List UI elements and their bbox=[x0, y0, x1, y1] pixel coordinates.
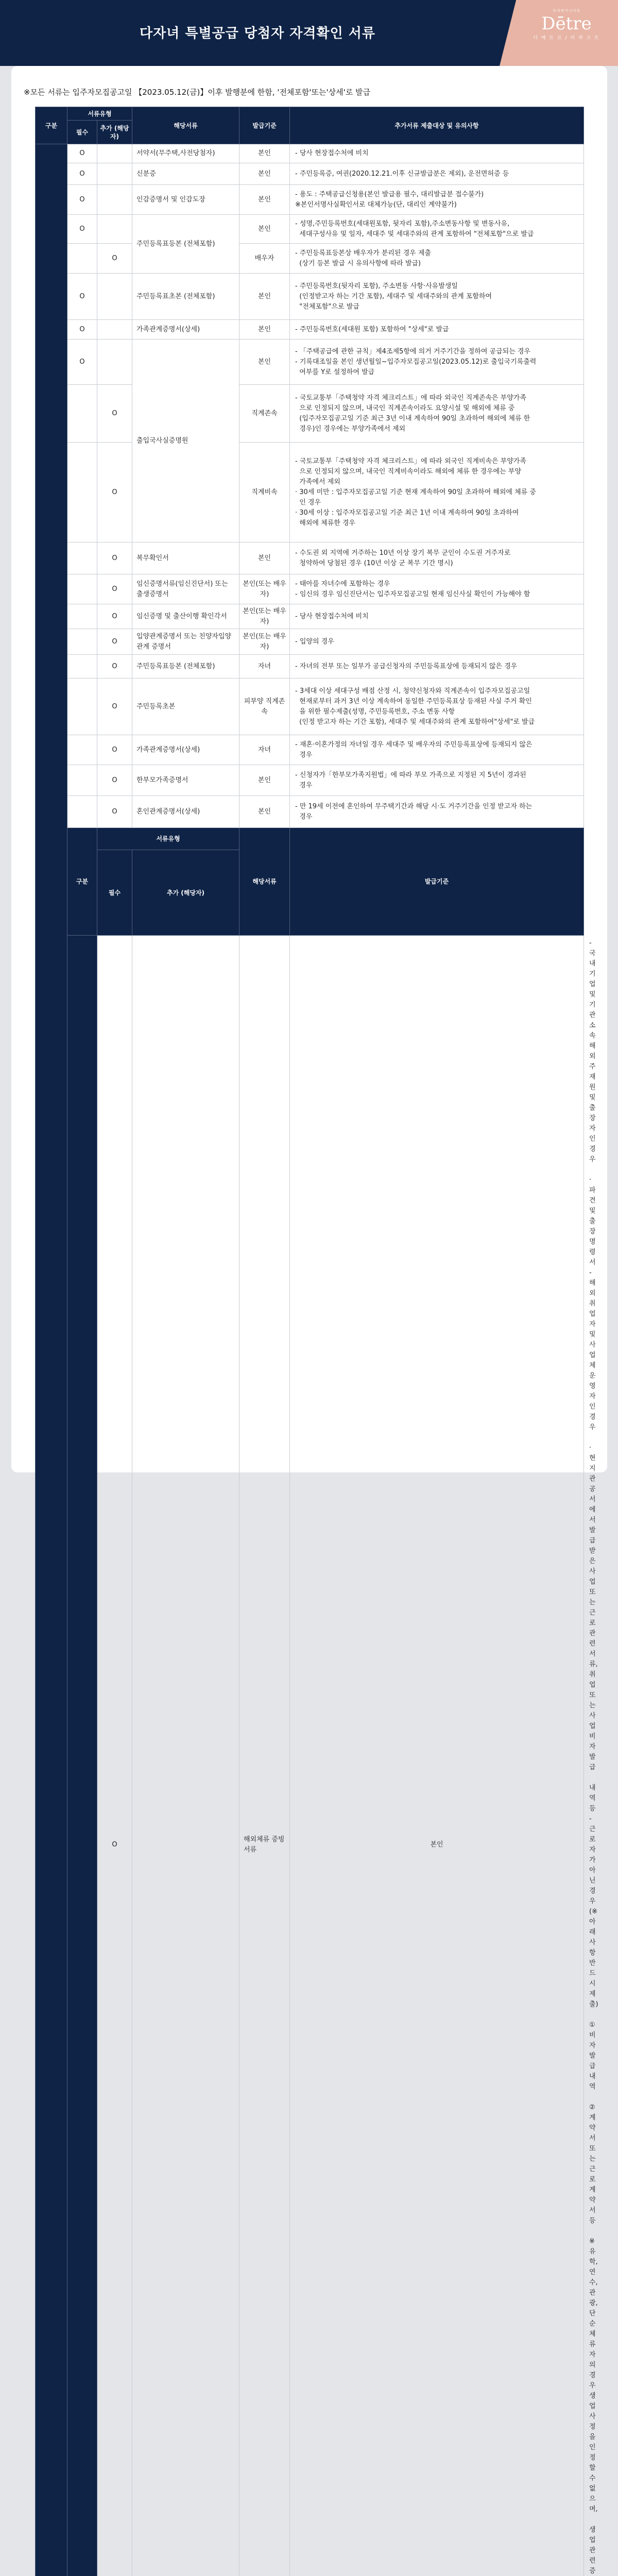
note-line: ※본인서명사실확인서로 대체가능(단, 대리인 계약불가) bbox=[295, 200, 578, 210]
required-cell bbox=[67, 443, 97, 543]
group-label-common bbox=[36, 144, 67, 2576]
notes bbox=[290, 185, 584, 215]
doc-name: 혼인관계증명서(상세) bbox=[132, 796, 239, 828]
table-row bbox=[36, 244, 584, 274]
required-cell bbox=[67, 796, 97, 828]
note-line: 해외에 체류한 경우 bbox=[295, 518, 578, 529]
doc-name: 출입국사실증명원 bbox=[132, 340, 239, 543]
table-row bbox=[36, 443, 584, 543]
brand-logo bbox=[515, 8, 618, 41]
doc-name: 서약서(무주택,사전당첨자) bbox=[132, 144, 239, 163]
required-cell bbox=[67, 655, 97, 679]
note-line: - 주민등록표등본상 배우자가 분리된 경우 제출 bbox=[295, 248, 578, 259]
extra-cell bbox=[97, 185, 132, 215]
notes bbox=[290, 574, 584, 604]
doc-name: 인감증명서 및 인감도장 bbox=[132, 185, 239, 215]
required-mark: O bbox=[97, 936, 132, 2576]
extra-mark: O bbox=[97, 629, 132, 655]
table-row bbox=[36, 185, 584, 215]
basis: 피부양 직계존속 bbox=[239, 679, 290, 735]
required-cell bbox=[67, 629, 97, 655]
brand-subtitle: 디 에 트 르 / 더 퍼 스 트 bbox=[515, 34, 618, 41]
note-line: - 만 19세 이전에 혼인하여 무주택기간과 해당 시·도 거주기간을 인정 받고자 하는 bbox=[295, 802, 578, 812]
required-mark: O bbox=[67, 274, 97, 320]
notes bbox=[290, 679, 584, 735]
extra-mark: O bbox=[97, 385, 132, 443]
basis: 본인 bbox=[239, 796, 290, 828]
notes bbox=[290, 244, 584, 274]
required-cell bbox=[67, 765, 97, 796]
table-row bbox=[36, 574, 584, 604]
note-line: (상기 등본 발급 시 유의사항에 따라 발급) bbox=[295, 259, 578, 269]
extra-mark: O bbox=[97, 574, 132, 604]
col-extra: 추가 (해당자) bbox=[97, 121, 132, 144]
col-type: 서류유형 bbox=[97, 828, 239, 850]
basis: 본인 bbox=[239, 274, 290, 320]
required-cell bbox=[67, 574, 97, 604]
notes bbox=[290, 215, 584, 244]
required-cell bbox=[67, 604, 97, 629]
note-line: - 기록대조일을 본인 생년월일~입주자모집공고일(2023.05.12)로 출입국기록출력 bbox=[295, 357, 578, 367]
table-row bbox=[36, 215, 584, 244]
col-required: 필수 bbox=[67, 121, 97, 144]
doc-name: 임신증명서류(임신진단서) 또는 출생증명서 bbox=[132, 574, 239, 604]
extra-cell bbox=[97, 340, 132, 385]
table-row bbox=[36, 543, 584, 574]
basis: 본인 bbox=[239, 340, 290, 385]
note-line: 으로 인정되지 않으며, 내국인 직계존속이라도 요양시설 및 해외에 체류 중 bbox=[295, 403, 578, 414]
header-row bbox=[36, 828, 584, 850]
doc-name: 주민등록표초본 (전체포함) bbox=[132, 274, 239, 320]
required-mark: O bbox=[67, 340, 97, 385]
notes bbox=[290, 543, 584, 574]
basis: 본인 bbox=[239, 215, 290, 244]
col-group: 구분 bbox=[67, 828, 97, 936]
extra-mark: O bbox=[97, 796, 132, 828]
notes bbox=[290, 443, 584, 543]
note-line: - 국토교통부「주택청약 자격 체크리스트」에 따라 외국인 직계존속은 부양가족 bbox=[295, 393, 578, 403]
note-line: - 3세대 이상 세대구성 배점 산정 시, 청약신청자와 직계존속이 입주자모집공고일 bbox=[295, 686, 578, 697]
col-group: 구분 bbox=[36, 107, 67, 144]
table-row bbox=[36, 679, 584, 735]
col-doc: 해당서류 bbox=[239, 828, 290, 936]
notes bbox=[290, 796, 584, 828]
col-basis: 발급기준 bbox=[239, 107, 290, 144]
table-row bbox=[36, 604, 584, 629]
table-row bbox=[36, 735, 584, 765]
doc-name: 주민등록표등본 (전체포함) bbox=[132, 655, 239, 679]
basis: 본인 bbox=[239, 543, 290, 574]
note-line: (입주자모집공고일 기준 최근 3년 이내 계속하여 90일 초과하여 해외에 체류 한 bbox=[295, 414, 578, 424]
note-line: - 자녀의 전부 또는 일부가 공급신청자의 주민등록표상에 등재되지 않은 경우 bbox=[295, 662, 578, 672]
table-row: O 해외체류 증빙서류 본인 관공서에서 발급 받은 사업 또는 근로관련서류, 취업 또는 사업비자 발급 내역 등 - 근로자가 아닌 경우(※아래사항 반드시 제출) ①비자발급내역 ②계약서 또는 근로계약서 등 ※유학, 연수, 관광, 단순체류자의 경우 생업사정을 인정할 수 없으며, 생업관련 증 bbox=[36, 936, 584, 2576]
note-line: - 용도 : 주택공급신청용(본인 발급용 필수, 대리발급분 접수불가) bbox=[295, 190, 578, 200]
note-line: (인정받고자 하는 기간 포함), 세대주 및 세대주와의 관계 포함하여 bbox=[295, 292, 578, 302]
notes bbox=[290, 144, 584, 163]
note-line: 여부를 Y로 설정하여 발급 bbox=[295, 367, 578, 378]
col-basis: 발급기준 bbox=[290, 828, 584, 936]
extra-cell bbox=[97, 144, 132, 163]
note-line: - 태아를 자녀수에 포함하는 경우 bbox=[295, 579, 578, 589]
note-line: - 재혼·이혼가정의 자녀일 경우 세대주 및 배우자의 주민등록표상에 등재되지 않은 bbox=[295, 740, 578, 750]
col-notes: 추가서류 제출대상 및 유의사항 bbox=[290, 107, 584, 144]
notes bbox=[290, 385, 584, 443]
basis: 본인(또는 배우자) bbox=[239, 574, 290, 604]
table-row bbox=[36, 629, 584, 655]
note-line: - 주민등록번호(세대원 포함) 포함하여 "상세"로 발급 bbox=[295, 325, 578, 335]
note-line: - 임신의 경우 임신진단서는 입주자모집공고일 현재 임신사실 확인이 가능해야 함 bbox=[295, 589, 578, 600]
required-mark: O bbox=[67, 215, 97, 244]
note-line: - 신청자가「한부모가족지원법」에 따라 부모 가족으로 지정된 지 5년이 경과된 bbox=[295, 770, 578, 781]
extra-cell bbox=[97, 320, 132, 340]
note-line: - 「주택공급에 관한 규칙」제4조제5항에 의거 거주기간을 정하여 공급되는 경우 bbox=[295, 347, 578, 357]
table-row bbox=[36, 274, 584, 320]
basis: 자녀 bbox=[239, 735, 290, 765]
extra-mark: O bbox=[97, 679, 132, 735]
brand-wordmark: Dētre bbox=[515, 13, 618, 34]
brand-company: 현대엔지니어링 bbox=[515, 8, 618, 13]
extra-cell bbox=[132, 936, 239, 2576]
basis: 본인(또는 배우자) bbox=[239, 604, 290, 629]
note-line: - 주민등록번호(뒷자리 포함), 주소변동 사항·사유발생일 bbox=[295, 281, 578, 292]
required-cell bbox=[67, 244, 97, 274]
note-line: - 주민등록증, 여권(2020.12.21.이후 신규발급분은 제외), 운전면허증 등 bbox=[295, 169, 578, 179]
doc-name: 복무확인서 bbox=[132, 543, 239, 574]
note-line: 인 경우 bbox=[295, 498, 578, 508]
basis: 본인 bbox=[290, 936, 584, 2576]
required-cell bbox=[67, 679, 97, 735]
note-line: (인정 받고자 하는 기간 포함), 세대주 및 세대주와의 관계 포함하여"상세"로 발급 bbox=[295, 717, 578, 727]
table-row bbox=[36, 144, 584, 163]
header-row bbox=[36, 107, 584, 121]
extra-mark: O bbox=[97, 604, 132, 629]
note-line: - 당사 현장접수처에 비치 bbox=[295, 148, 578, 159]
col-doc: 해당서류 bbox=[132, 107, 239, 144]
extra-mark: O bbox=[97, 735, 132, 765]
note-line: - 당사 현장접수처에 비치 bbox=[295, 612, 578, 622]
page-title: 다자녀 특별공급 당첨자 자격확인 서류 bbox=[0, 23, 515, 42]
table-row bbox=[36, 796, 584, 828]
note-line: 경우)인 경우에는 부양가족에서 제외 bbox=[295, 424, 578, 434]
required-mark: O bbox=[67, 185, 97, 215]
table-row bbox=[36, 340, 584, 385]
documents-table bbox=[35, 107, 584, 2576]
table-row bbox=[36, 765, 584, 796]
basis: 본인(또는 배우자) bbox=[239, 629, 290, 655]
col-extra: 추가 (해당자) bbox=[132, 850, 239, 936]
basis: 배우자 bbox=[239, 244, 290, 274]
extra-cell bbox=[97, 274, 132, 320]
doc-name: 입양관계증명서 또는 친양자입양관계 증명서 bbox=[132, 629, 239, 655]
extra-mark: O bbox=[97, 244, 132, 274]
note-line: · 30세 이상 : 입주자모집공고일 기준 최근 1년 이내 계속하여 90일 초과하여 bbox=[295, 508, 578, 518]
notes bbox=[290, 629, 584, 655]
doc-name: 주민등록표등본 (전체포함) bbox=[132, 215, 239, 274]
basis: 본인 bbox=[239, 144, 290, 163]
table-row bbox=[36, 320, 584, 340]
notes bbox=[290, 655, 584, 679]
note-line: - 성명,주민등록번호(세대원포함, 뒷자리 포함),주소변동사항 및 변동사유, bbox=[295, 219, 578, 229]
col-type: 서류유형 bbox=[67, 107, 132, 121]
extra-cell bbox=[97, 215, 132, 244]
note-line: 경우 bbox=[295, 781, 578, 791]
required-mark: O bbox=[67, 320, 97, 340]
extra-mark: O bbox=[97, 765, 132, 796]
basis: 본인 bbox=[239, 185, 290, 215]
note-line: "전체포함"으로 발급 bbox=[295, 302, 578, 312]
doc-name: 신분증 bbox=[132, 163, 239, 185]
notes bbox=[290, 274, 584, 320]
group-label-overseas bbox=[67, 936, 97, 2576]
note-line: · 30세 미만 : 입주자모집공고일 기준 현재 계속하여 90일 초과하여 해외에 체류 중 bbox=[295, 487, 578, 498]
doc-name: 한부모가족증명서 bbox=[132, 765, 239, 796]
doc-name: 임신증명 및 출산이행 확인각서 bbox=[132, 604, 239, 629]
basis: 본인 bbox=[239, 765, 290, 796]
note-line: 가족에서 제외 bbox=[295, 477, 578, 487]
note-line: 으로 인정되지 않으며, 내국인 직계비속이라도 해외에 체류 한 경우에는 부양 bbox=[295, 467, 578, 477]
basis: 자녀 bbox=[239, 655, 290, 679]
required-cell bbox=[67, 735, 97, 765]
note-line: 세대구성사유 및 일자, 세대주 및 세대주와의 관계 포함하여 "전체포함"으로 발급 bbox=[295, 229, 578, 240]
note-line: 경우 bbox=[295, 750, 578, 760]
note-line: - 국토교통부「주택청약 자격 체크리스트」에 따라 외국인 직계비속은 부양가족 bbox=[295, 456, 578, 467]
required-mark: O bbox=[67, 144, 97, 163]
extra-mark: O bbox=[97, 443, 132, 543]
basis: 직계비속 bbox=[239, 443, 290, 543]
note-line: 경우 bbox=[295, 812, 578, 822]
basis: 본인 bbox=[239, 320, 290, 340]
notes bbox=[290, 163, 584, 185]
required-cell bbox=[67, 385, 97, 443]
issuance-note: ※모든 서류는 입주자모집공고일 【2023.05.12(금)】이후 발행분에 한함, '전체포함'또는'상세'로 발급 bbox=[24, 87, 370, 97]
col-required: 필수 bbox=[97, 850, 132, 936]
doc-name: 해외체류 증빙서류 bbox=[239, 936, 290, 2576]
notes bbox=[290, 765, 584, 796]
basis: 본인 bbox=[239, 163, 290, 185]
doc-name: 주민등록초본 bbox=[132, 679, 239, 735]
doc-name: 가족관계증명서(상세) bbox=[132, 320, 239, 340]
doc-name: 가족관계증명서(상세) bbox=[132, 735, 239, 765]
table-row bbox=[36, 163, 584, 185]
basis: 직계존속 bbox=[239, 385, 290, 443]
notes bbox=[290, 735, 584, 765]
note-line: 을 위한 필수제출(성명, 주민등록번호, 주소 변동 사항 bbox=[295, 707, 578, 717]
required-cell bbox=[67, 543, 97, 574]
note-line: - 수도권 외 지역에 거주하는 10년 이상 장기 복무 군인이 수도권 거주자로 bbox=[295, 548, 578, 558]
table-row bbox=[36, 655, 584, 679]
note-line: 현재로부터 과거 3년 이상 계속하여 동일한 주민등록표상 등재된 사실 주거 확인 bbox=[295, 697, 578, 707]
notes bbox=[290, 604, 584, 629]
notes bbox=[290, 320, 584, 340]
required-mark: O bbox=[67, 163, 97, 185]
notes bbox=[290, 340, 584, 385]
note-line: 청약하여 당첨된 경우 (10년 이상 군 복무 기간 명시) bbox=[295, 558, 578, 569]
extra-cell bbox=[97, 163, 132, 185]
note-line: - 입양의 경우 bbox=[295, 637, 578, 647]
table-row bbox=[36, 385, 584, 443]
extra-mark: O bbox=[97, 543, 132, 574]
extra-mark: O bbox=[97, 655, 132, 679]
